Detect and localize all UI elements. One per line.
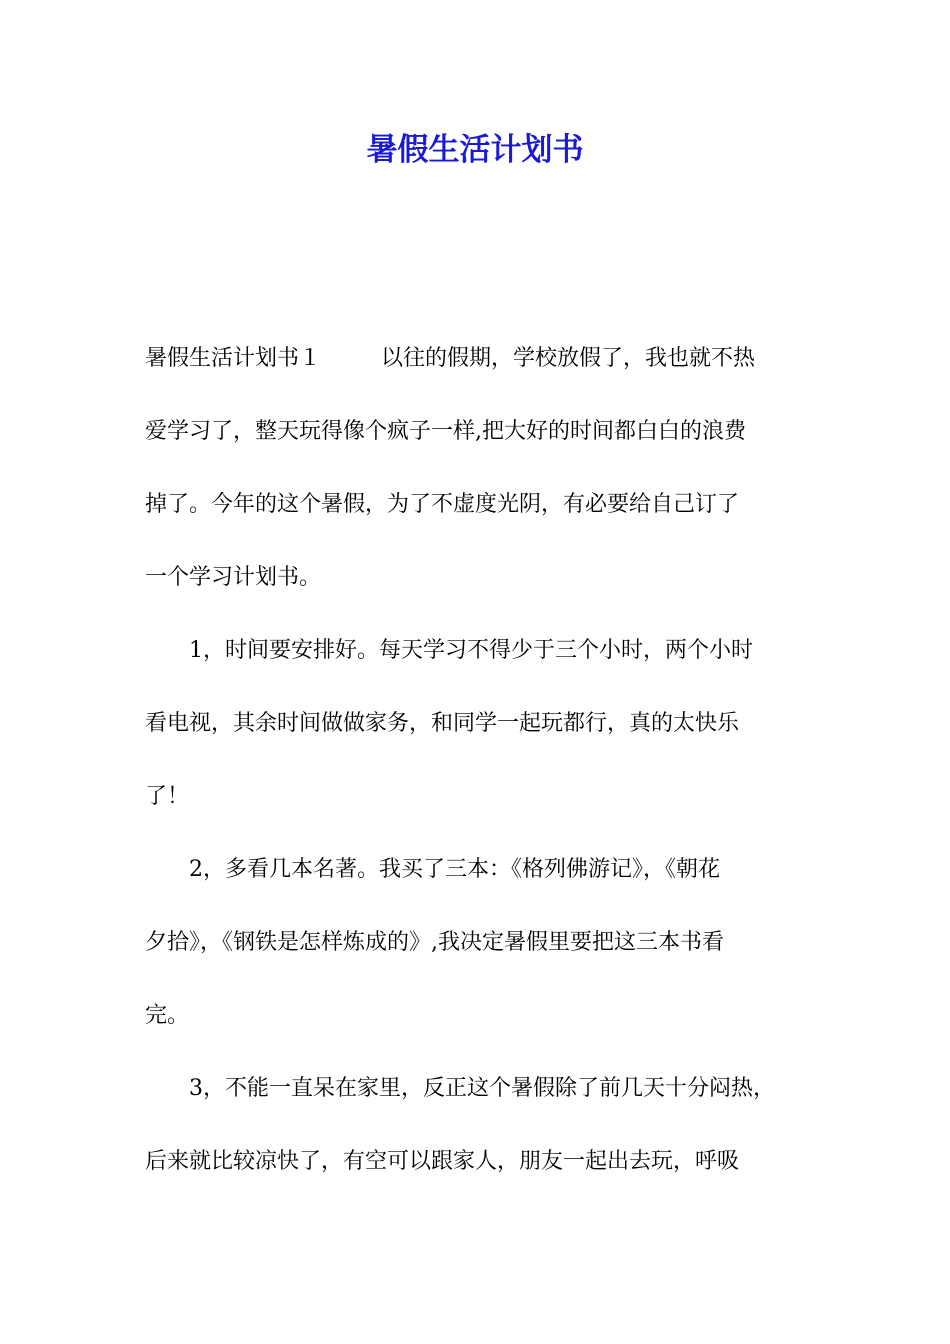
- paragraph-3: [145, 846, 817, 1040]
- paragraph-2: [145, 627, 817, 821]
- text-line: 夕拾》，《钢铁是怎样炼成的》,我决定暑假里要把这三本书看: [145, 930, 724, 955]
- text-line: 后来就比较凉快了，有空可以跟家人，朋友一起出去玩，呼吸: [145, 1149, 740, 1174]
- text-line: 了！: [145, 784, 190, 809]
- text-line: 1，时间要安排好。每天学习不得少于三个小时，两个小时: [189, 638, 753, 663]
- document-title: 暑假生活计划书: [366, 132, 584, 168]
- paragraph-1: [145, 335, 817, 602]
- section-heading: 暑假生活计划书１: [145, 346, 322, 371]
- text-line: 爱学习了，整天玩得像个疯子一样,把大好的时间都白白的浪费: [145, 419, 746, 444]
- text-line: 2，多看几本名著。我买了三本：《格列佛游记》，《朝花: [189, 857, 720, 882]
- text-line: 3，不能一直呆在家里，反正这个暑假除了前几天十分闷热，: [189, 1076, 775, 1101]
- text-line: 完。: [145, 1003, 190, 1028]
- text-line: 掉了。今年的这个暑假，为了不虚度光阴，有必要给自己订了: [145, 492, 740, 517]
- text-line: [145, 335, 817, 383]
- text-line: 看电视，其余时间做做家务，和同学一起玩都行，真的太快乐: [145, 711, 740, 736]
- document-body: [145, 335, 817, 1211]
- text-line: 一个学习计划书。: [145, 565, 322, 590]
- paragraph-4: [145, 1065, 817, 1186]
- text-run: 以往的假期，学校放假了，我也就不热: [381, 346, 756, 371]
